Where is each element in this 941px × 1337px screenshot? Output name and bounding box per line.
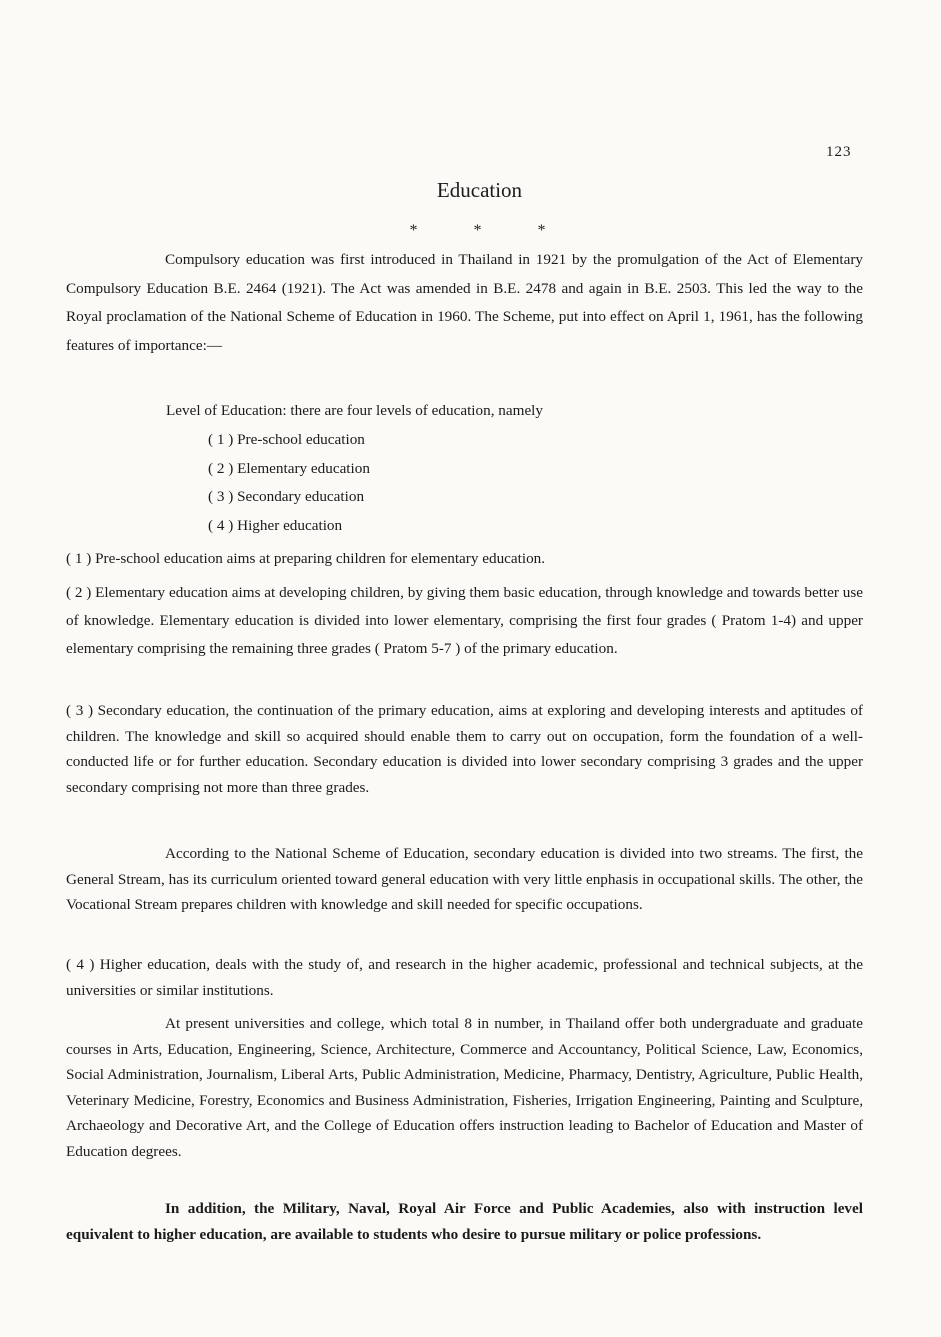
page-title: Education [436, 178, 523, 202]
military-paragraph: In addition, the Military, Naval, Royal Air Force and Public Academies, also with instruction level equivalent to higher education, are available to students who desire to pursue military or police professions. [66, 1200, 863, 1243]
higher-education-paragraph: ( 4 ) Higher education, deals with the study of, and research in the higher academic, professional and technical subjects, at the universities or similar institutions. [66, 956, 863, 999]
levels-list [208, 426, 370, 540]
ornament-divider: * * * [409, 222, 572, 239]
universities-paragraph: At present universities and college, which total 8 in number, in Thailand offer both undergraduate and graduate courses in Arts, Education, Engineering, Science, Architecture, Commerce and Accountancy, Political Science, Law, Economics, Social Administration, Journalism, Liberal Arts, Public Administration, Medicine, Pharmacy, Dentistry, Agriculture, Public Health, Veterinary Medicine, Forestry, Economics and Business Administration, Fisheries, Irrigation Engineering, Painting and Sculpture, Archaeology and Decorative Art, and the College of Education offers instruction leading to Bachelor of Education and Master of Education degrees. [66, 1015, 863, 1160]
preschool-paragraph: ( 1 ) Pre-school education aims at preparing children for elementary education. [66, 550, 546, 567]
list-item: ( 3 ) Secondary education [208, 488, 365, 505]
levels-intro: Level of Education: there are four levels of education, namely [166, 402, 543, 419]
list-item: ( 2 ) Elementary education [208, 459, 370, 477]
elementary-paragraph: ( 2 ) Elementary education aims at developing children, by giving them basic education, through knowledge and towards better use of knowledge. Elementary education is divided into lower elementary, comprising the first four grades ( Pratom 1-4) and upper elementary comprising the remaining three grades ( Pratom 5-7 ) of the primary education. [66, 584, 863, 657]
secondary-paragraph: ( 3 ) Secondary education, the continuation of the primary education, aims at exploring and developing interests and aptitudes of children. The knowledge and skill so acquired should enable them to carry out on occupation, form the foundation of a well-conducted life or for further education. Secondary education is divided into lower secondary comprising 3 grades and the upper secondary comprising not more than three grades. [66, 702, 863, 796]
intro-paragraph: Compulsory education was first introduced in Thailand in 1921 by the promulgation of the Act of Elementary Compulsory Education B.E. 2464 (1921). The Act was amended in B.E. 2478 and again in B.E. 2503. This led the way to the Royal proclamation of the National Scheme of Education in 1960. The Scheme, put into effect on April 1, 1961, has the following features of importance:— [66, 251, 863, 354]
list-item: ( 1 ) Pre-school education [208, 431, 365, 448]
streams-paragraph: According to the National Scheme of Education, secondary education is divided into two streams. The first, the General Stream, has its curriculum oriented toward general education with very little enphasis in occupational skills. The other, the Vocational Stream prepares children with knowledge and skill needed for specific occupations. [66, 845, 863, 913]
list-item: ( 4 ) Higher education [208, 516, 343, 534]
page-number: 123 [826, 144, 852, 160]
